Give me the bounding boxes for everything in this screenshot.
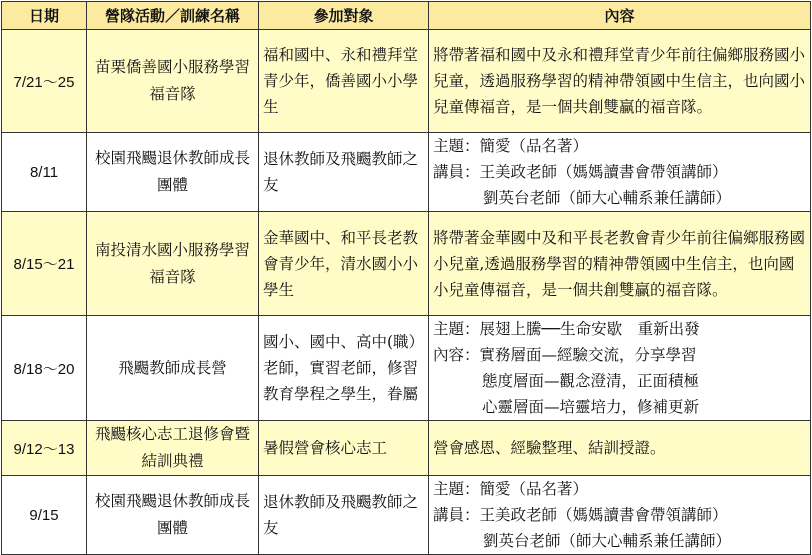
cell-target: 暑假營會核心志工: [259, 421, 429, 476]
cell-content: 營會感恩、經驗整理、結訓授證。: [429, 421, 811, 476]
content-line: 內容：實務層面—經驗交流，分享學習: [433, 346, 697, 364]
cell-target: 退休教師及飛颺教師之友: [259, 133, 429, 212]
table-row: [2, 133, 811, 212]
cell-date: 9/12～13: [2, 421, 87, 476]
cell-target: 退休教師及飛颺教師之友: [259, 476, 429, 555]
cell-activity: 校園飛颺退休教師成長團體: [87, 133, 259, 212]
header-target: 參加對象: [259, 2, 429, 30]
cell-activity: 飛颺教師成長營: [87, 316, 259, 421]
content-line: 態度層面—觀念澄清，正面積極: [482, 372, 700, 390]
table-row: [2, 476, 811, 555]
cell-date: 8/11: [2, 133, 87, 212]
content-line: 講員：王美政老師（媽媽讀書會帶領講師）: [433, 163, 728, 181]
content-line: 主題：簡愛（品名著）: [433, 137, 589, 155]
table-row: [2, 212, 811, 316]
header-content: 內容: [429, 2, 811, 30]
cell-target: 金華國中、和平長老教會青少年，清水國小小學生: [259, 212, 429, 316]
cell-content: 將帶著金華國中及和平長老教會青少年前往偏鄉服務國小兒童,透過服務學習的精神帶領國中生信主，也向國小兒童傳福音，是一個共創雙贏的福音隊。: [429, 212, 811, 316]
cell-target: 福和國中、永和禮拜堂青少年，僑善國小小學生: [259, 30, 429, 133]
cell-date: 8/15～21: [2, 212, 87, 316]
table-row: [2, 421, 811, 476]
cell-content: [429, 476, 811, 555]
cell-date: 9/15: [2, 476, 87, 555]
content-line: 主題：展翅上騰──生命安歇 重新出發: [433, 320, 700, 338]
table-row: [2, 30, 811, 133]
schedule-table: [1, 1, 811, 555]
cell-content: [429, 133, 811, 212]
cell-date: 8/18～20: [2, 316, 87, 421]
cell-activity: 南投清水國小服務學習福音隊: [87, 212, 259, 316]
header-activity: 營隊活動／訓練名稱: [87, 2, 259, 30]
content-line: 心靈層面—培靈培力，修補更新: [482, 398, 700, 416]
cell-content: 將帶著福和國中及永和禮拜堂青少年前往偏鄉服務國小兒童，透過服務學習的精神帶領國中生信主，也向國小兒童傳福音，是一個共創雙贏的福音隊。: [429, 30, 811, 133]
table-header-row: [2, 2, 811, 30]
cell-activity: 苗栗僑善國小服務學習福音隊: [87, 30, 259, 133]
header-date: 日期: [2, 2, 87, 30]
content-line: 講員：王美政老師（媽媽讀書會帶領講師）: [433, 506, 728, 524]
cell-activity: 飛颺核心志工退修會暨結訓典禮: [87, 421, 259, 476]
cell-activity: 校園飛颺退休教師成長團體: [87, 476, 259, 555]
content-line: 劉英台老師（師大心輔系兼任講師）: [483, 189, 732, 207]
cell-date: 7/21～25: [2, 30, 87, 133]
cell-target: 國小、國中、高中(職）老師，實習老師，修習教育學程之學生，眷屬: [259, 316, 429, 421]
content-line: 主題：簡愛（品名著）: [433, 480, 589, 498]
cell-content: [429, 316, 811, 421]
table-row: [2, 316, 811, 421]
content-line: 劉英台老師（師大心輔系兼任講師）: [483, 532, 732, 550]
